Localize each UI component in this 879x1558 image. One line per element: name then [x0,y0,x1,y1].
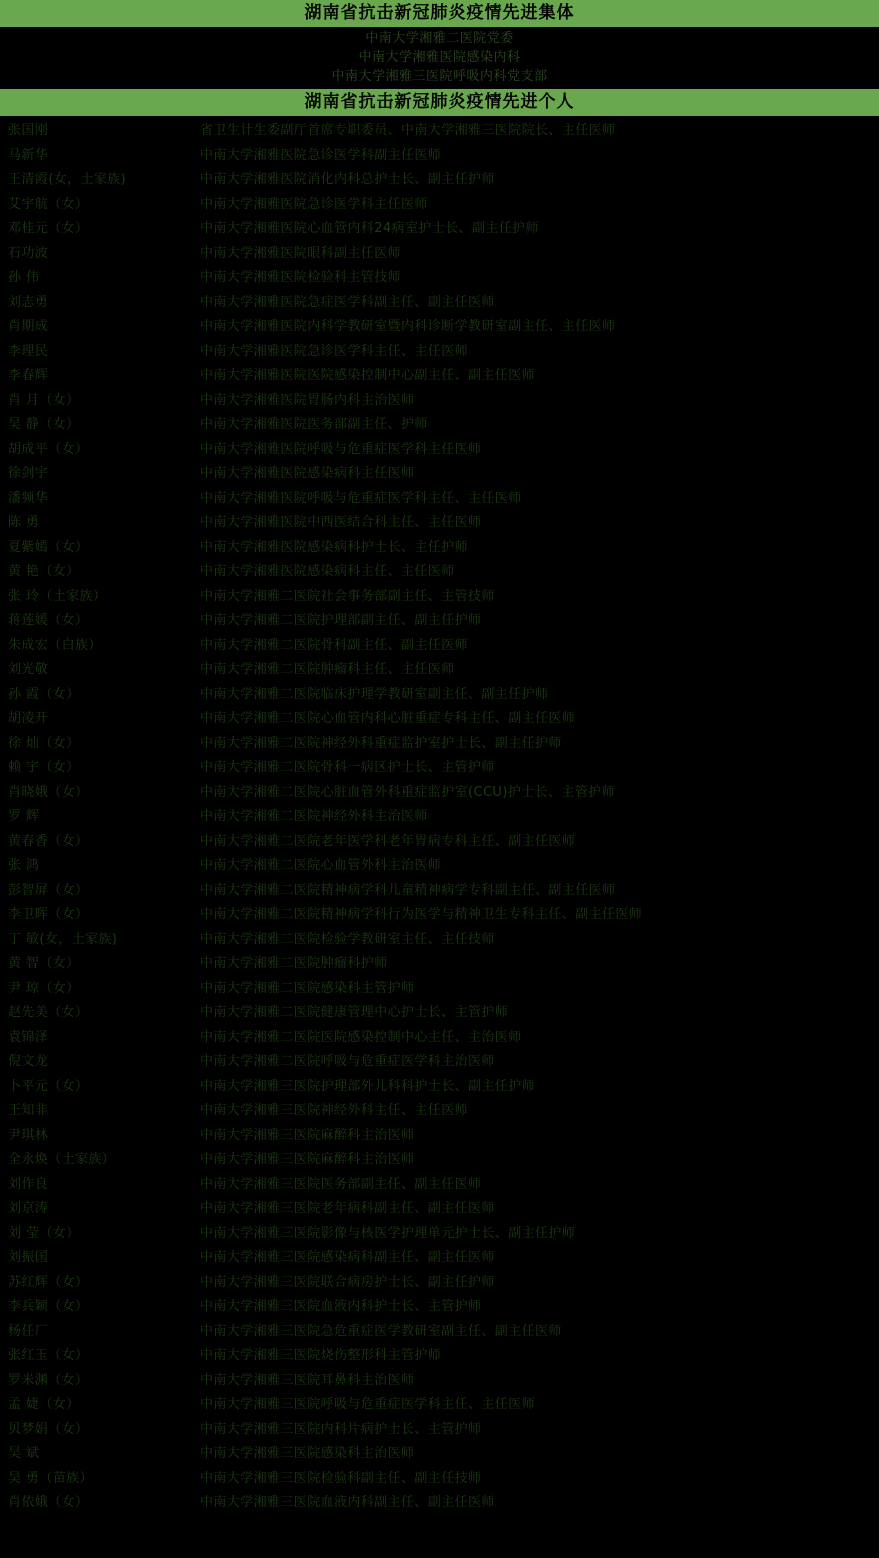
person-name: 刘志勇 [8,294,49,310]
person-description: 中南大学湘雅三医院医务部副主任、副主任医师 [200,1176,482,1192]
table-row [0,1050,879,1075]
person-description: 中南大学湘雅三医院感染科主治医师 [200,1446,415,1461]
person-description: 中南大学湘雅医院急症医学科副主任、副主任医师 [200,294,495,310]
person-name: 卜平元（女） [8,1078,89,1094]
table-row [0,1442,879,1467]
person-name: 刘作良 [8,1176,49,1192]
person-description: 中南大学湘雅二医院社会事务部副主任、主管技师 [200,588,495,604]
person-description: 中南大学湘雅三医院麻醉科主治医师 [200,1152,415,1167]
table-row [0,340,879,365]
table-row [0,1271,879,1296]
table-row [0,242,879,267]
person-description: 中南大学湘雅医院呼吸与危重症医学科主任医师 [200,441,482,457]
table-row [0,1295,879,1320]
person-name: 张 鸿 [8,858,40,873]
person-description: 中南大学湘雅二医院精神病学科行为医学与精神卫生专科主任、副主任医师 [200,907,643,922]
person-description: 中南大学湘雅医院感染病科主任医师 [200,466,415,481]
person-name: 张红玉（女） [8,1348,89,1363]
person-name: 尹 琼（女） [8,980,80,996]
person-description: 中南大学湘雅二医院临床护理学教研室副主任、副主任护师 [200,686,549,702]
person-description: 中南大学湘雅二医院心脏血管外科重症监护室(CCU)护士长、主管护师 [200,784,616,800]
person-description: 中南大学湘雅二医院心血管内科心脏重症专科主任、副主任医师 [200,711,576,726]
person-name: 李春辉 [8,368,49,383]
person-description: 中南大学湘雅医院感染病科主任、主任医师 [200,564,455,579]
table-row [0,585,879,610]
person-description: 中南大学湘雅医院急诊医学科主任、主任医师 [200,343,469,359]
person-name: 李卫晖（女） [8,907,89,922]
person-description: 中南大学湘雅三医院联合病房护士长、副主任护师 [200,1274,495,1290]
person-name: 黄 艳（女） [8,564,80,579]
person-name: 罗米渊（女） [8,1372,89,1388]
person-name: 石功波 [8,245,49,261]
person-name: 邓桂元（女） [8,221,89,236]
person-name: 艾宇航（女） [8,196,89,212]
person-description: 中南大学湘雅三医院耳鼻科主治医师 [200,1372,415,1388]
table-row [0,364,879,389]
person-description: 中南大学湘雅二医院呼吸与危重症医学科主治医师 [200,1054,495,1069]
table-row [0,266,879,291]
person-description: 中南大学湘雅二医院医院感染控制中心主任、主治医师 [200,1029,522,1045]
table-row [0,903,879,928]
person-description: 中南大学湘雅二医院肿瘤科护师 [200,956,388,971]
table-row [0,193,879,218]
table-row [0,1491,879,1516]
table-row [0,879,879,904]
table-row [0,144,879,169]
person-name: 刘 莹（女） [8,1225,80,1241]
person-name: 肖晓娥（女） [8,784,89,800]
person-description: 中南大学湘雅二医院骨科副主任、副主任医师 [200,637,469,653]
person-description: 中南大学湘雅医院眼科副主任医师 [200,245,402,261]
person-description: 中南大学湘雅三医院烧伤整形科主管护师 [200,1348,442,1363]
person-name: 张国刚 [8,123,49,138]
table-row [0,1075,879,1100]
table-row [0,977,879,1002]
person-name: 刘京涛 [8,1201,49,1216]
person-name: 吴 勇（苗族） [8,1470,93,1486]
table-row [0,1467,879,1492]
person-description: 中南大学湘雅二医院健康管理中心护士长、主管护师 [200,1005,509,1020]
person-name: 胡凌开 [8,711,49,726]
person-name: 徐 灿（女） [8,735,80,751]
table-row [0,830,879,855]
table-row [0,1148,879,1173]
person-name: 刘振国 [8,1250,49,1265]
list-item: 中南大学湘雅二医院党委 [365,31,514,46]
table-row [0,854,879,879]
collective-section-header: 湖南省抗击新冠肺炎疫情先进集体 [0,0,879,27]
person-name: 李兵颖（女） [8,1299,89,1314]
table-row [0,1246,879,1271]
person-name: 肖 月（女） [8,392,80,408]
person-name: 陈 勇 [8,515,40,530]
table-row [0,1001,879,1026]
list-item: 中南大学湘雅医院感染内科 [358,50,521,65]
person-name: 黄 智（女） [8,956,80,971]
person-description: 中南大学湘雅三医院血液内科副主任、副主任医师 [200,1495,495,1510]
person-description: 中南大学湘雅二医院老年医学科老年胃病专科主任、副主任医师 [200,833,576,849]
person-name: 夏紫嫣（女） [8,539,89,555]
table-row [0,560,879,585]
table-row [0,511,879,536]
person-name: 马新华 [8,147,49,163]
table-row [0,1320,879,1345]
person-name: 吴 斌 [8,1446,40,1461]
table-row [0,781,879,806]
list-item: 中南大学湘雅三医院呼吸内科党支部 [331,69,548,84]
person-name: 彭智屏（女） [8,882,89,898]
table-row [0,1099,879,1124]
person-name: 苏红辉（女） [8,1274,89,1290]
table-row [0,658,879,683]
person-name: 吴 静（女） [8,417,80,432]
person-name: 刘光敬 [8,662,49,677]
person-description: 中南大学湘雅二医院护理部副主任、副主任护师 [200,613,482,628]
table-row [0,1418,879,1443]
person-name: 王清霞(女，土家族) [8,172,127,187]
person-name: 杨任厂 [8,1323,49,1339]
person-name: 赖 宇（女） [8,760,80,775]
person-name: 丁 敏(女，土家族) [8,931,118,947]
table-row [0,1369,879,1394]
individual-section-header: 湖南省抗击新冠肺炎疫情先进个人 [0,89,879,116]
person-name: 贝梦娟（女） [8,1421,89,1437]
person-description: 中南大学湘雅医院急诊医学科副主任医师 [200,147,442,163]
table-row [0,1393,879,1418]
person-description: 中南大学湘雅医院内科学教研室暨内科诊断学教研室副主任、主任医师 [200,319,616,334]
person-description: 中南大学湘雅二医院肿瘤科主任、主任医师 [200,662,455,677]
person-description: 中南大学湘雅医院胃肠内科主治医师 [200,392,415,408]
person-name: 蒋莲媛（女） [8,613,89,628]
person-description: 中南大学湘雅二医院精神病学科儿童精神病学专科副主任、副主任医师 [200,882,616,898]
table-row [0,1124,879,1149]
person-description: 中南大学湘雅三医院急危重症医学教研室副主任、副主任医师 [200,1323,562,1339]
person-name: 朱成宏（白族） [8,637,102,653]
person-description: 中南大学湘雅三医院呼吸与危重症医学科主任、主任医师 [200,1397,536,1412]
table-row [0,413,879,438]
person-name: 潘频华 [8,490,49,506]
person-description: 中南大学湘雅三医院血液内科护士长、主管护师 [200,1299,482,1314]
person-description: 中南大学湘雅二医院心血管外科主治医师 [200,858,442,873]
person-name: 罗 辉 [8,809,40,824]
table-row [0,1173,879,1198]
person-description: 中南大学湘雅二医院检验学教研室主任、主任技师 [200,931,495,947]
person-name: 黄春香（女） [8,833,89,849]
person-description: 中南大学湘雅二医院骨科一病区护士长、主管护师 [200,760,495,775]
person-description: 中南大学湘雅二医院神经外科主治医师 [200,809,428,824]
table-row [0,168,879,193]
person-name: 徐剑宇 [8,466,49,481]
table-row [0,119,879,144]
person-name: 孙 伟 [8,270,40,285]
table-row [0,683,879,708]
table-row [0,1026,879,1051]
table-row [0,536,879,561]
person-description: 中南大学湘雅医院呼吸与危重症医学科主任、主任医师 [200,490,522,506]
table-row [0,1197,879,1222]
table-row [0,732,879,757]
person-description: 中南大学湘雅三医院麻醉科主治医师 [200,1127,415,1143]
person-description: 中南大学湘雅医院急诊医学科主任医师 [200,196,428,212]
collective-list [0,27,879,89]
person-description: 中南大学湘雅医院感染病科护士长、主任护师 [200,539,469,555]
table-row [0,315,879,340]
table-row [0,462,879,487]
table-row [0,389,879,414]
table-row [0,1222,879,1247]
person-name: 孟 婕（女） [8,1397,80,1412]
table-row [0,952,879,977]
person-name: 孙 霞（女） [8,686,80,702]
table-row [0,438,879,463]
person-description: 中南大学湘雅三医院感染病科副主任、副主任医师 [200,1250,495,1265]
person-name: 胡成平（女） [8,441,89,457]
person-description: 中南大学湘雅三医院内科片病护士长、主管护师 [200,1421,482,1437]
table-row [0,756,879,781]
person-description: 中南大学湘雅医院心血管内科24病室护士长、副主任护师 [200,221,539,236]
person-name: 倪文龙 [8,1054,49,1069]
person-name: 尹琪林 [8,1127,49,1143]
person-description: 中南大学湘雅医院医务部副主任、护师 [200,417,428,432]
person-description: 中南大学湘雅三医院神经外科主任、主任医师 [200,1103,469,1118]
table-row [0,1344,879,1369]
person-description: 中南大学湘雅医院消化内科总护士长、副主任护师 [200,172,495,187]
person-description: 中南大学湘雅二医院感染科主管护师 [200,980,415,996]
table-row [0,291,879,316]
person-name: 全永焕（土家族） [8,1152,116,1167]
table-row [0,805,879,830]
person-description: 中南大学湘雅三医院老年病科副主任、副主任医师 [200,1201,495,1216]
table-row [0,609,879,634]
person-description: 中南大学湘雅医院检验科主管技师 [200,270,402,285]
person-description: 中南大学湘雅二医院神经外科重症监护室护士长、副主任护师 [200,735,562,751]
table-row [0,634,879,659]
person-description: 中南大学湘雅三医院护理部外儿科科护士长、副主任护师 [200,1078,536,1094]
person-description: 中南大学湘雅医院医院感染控制中心副主任、副主任医师 [200,368,536,383]
person-description: 中南大学湘雅医院中西医结合科主任、主任医师 [200,515,482,530]
person-name: 张 玲（土家族） [8,588,107,604]
person-description: 中南大学湘雅三医院检验科副主任、副主任技师 [200,1470,482,1486]
person-name: 袁锦泽 [8,1029,49,1045]
person-name: 肖期成 [8,319,49,334]
person-name: 赵先美（女） [8,1005,89,1020]
person-name: 肖依娥（女） [8,1495,89,1510]
person-name: 王知非 [8,1103,49,1118]
table-row [0,217,879,242]
table-row [0,487,879,512]
individual-list [0,116,879,1516]
table-row [0,928,879,953]
person-name: 李理民 [8,343,49,359]
table-row [0,707,879,732]
person-description: 中南大学湘雅三医院影像与核医学护理单元护士长、副主任护师 [200,1225,576,1241]
person-description: 省卫生计生委副厅首席专职委员、中南大学湘雅三医院院长、主任医师 [200,123,616,138]
